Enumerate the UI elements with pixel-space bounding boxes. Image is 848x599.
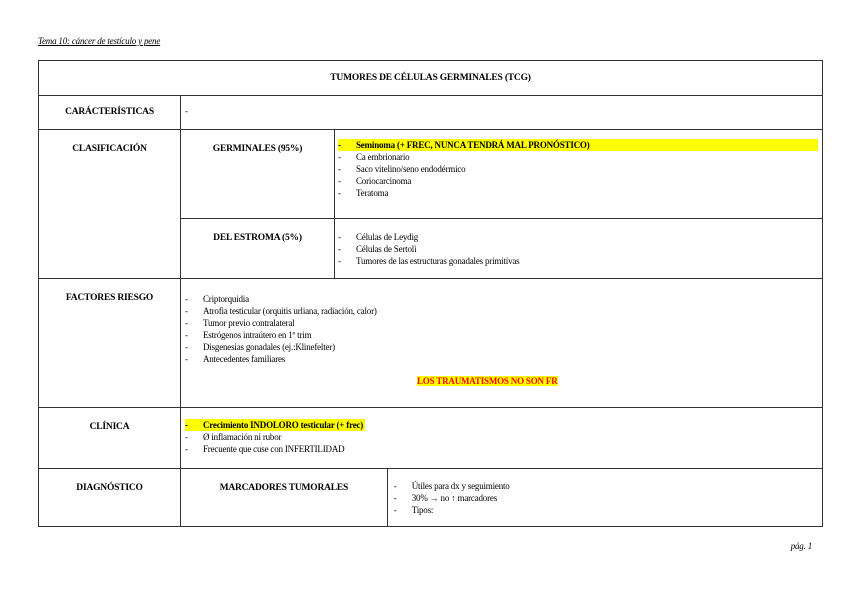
clasificacion-label: CLASIFICACIÓN	[39, 130, 181, 279]
estroma-list	[338, 231, 818, 267]
list-item: - Tipos:	[394, 504, 818, 516]
list-item: - Tumor previo contralateral	[185, 317, 818, 329]
list-item: - Células de Leydig	[338, 231, 818, 243]
germinales-list-cell	[335, 130, 823, 219]
list-item: - Células de Sertoli	[338, 243, 818, 255]
list-item: - Coriocarcinoma	[338, 175, 818, 187]
list-item: - Estrógenos intraútero en 1º trim	[185, 329, 818, 341]
list-item: - Crecimiento INDOLORO testicular (+ frec)	[185, 419, 365, 431]
factores-note: LOS TRAUMATISMOS NO SON FR	[417, 376, 558, 386]
caracteristicas-label: CARÁCTERÍSTICAS	[39, 96, 181, 130]
caracteristicas-value: -	[181, 96, 823, 130]
diagnostico-list	[394, 480, 818, 516]
clinica-list	[185, 419, 818, 455]
estroma-list-cell	[335, 219, 823, 279]
list-item: - Tumores de las estructuras gonadales primitivas	[338, 255, 818, 267]
estroma-label: DEL ESTROMA (5%)	[181, 219, 335, 279]
table-title: TUMORES DE CÉLULAS GERMINALES (TCG)	[39, 61, 823, 96]
list-item: - Útiles para dx y seguimiento	[394, 480, 818, 492]
list-item: - Seminoma (+ FREC, NUNCA TENDRÁ MAL PRONÓSTICO)	[338, 139, 818, 151]
list-item: - Criptorquidia	[185, 293, 818, 305]
tcg-table	[38, 60, 823, 527]
factores-label: FACTORES RIESGO	[39, 279, 181, 408]
diagnostico-label: DIAGNÓSTICO	[39, 469, 181, 527]
document-header: Tema 10: cáncer de testículo y pene	[38, 36, 161, 46]
list-item: - Atrofia testicular (orquitis urliana, radiación, calor)	[185, 305, 818, 317]
list-item: - Teratoma	[338, 187, 818, 199]
list-item: - Antecedentes familiares	[185, 353, 818, 365]
list-item: - Saco vitelino/seno endodérmico	[338, 163, 818, 175]
list-item: - Ca embrionario	[338, 151, 818, 163]
factores-cell	[181, 279, 823, 408]
page-number: pág. 1	[790, 541, 812, 551]
clinica-label: CLÍNICA	[39, 408, 181, 469]
list-item: - Ø inflamación ni rubor	[185, 431, 818, 443]
germinales-list	[338, 139, 818, 199]
clinica-cell	[181, 408, 823, 469]
germinales-label: GERMINALES (95%)	[181, 130, 335, 219]
marcadores-label: MARCADORES TUMORALES	[181, 469, 387, 526]
list-item: - 30% → no ↑ marcadores	[394, 492, 818, 504]
list-item: - Frecuente que cuse con INFERTILIDAD	[185, 443, 818, 455]
list-item: - Disgenesias gonadales (ej.:Klinefelter)	[185, 341, 818, 353]
diagnostico-subtable	[181, 469, 822, 526]
diagnostico-list-cell	[387, 469, 822, 526]
diagnostico-cell	[181, 469, 823, 527]
factores-list	[185, 293, 818, 365]
